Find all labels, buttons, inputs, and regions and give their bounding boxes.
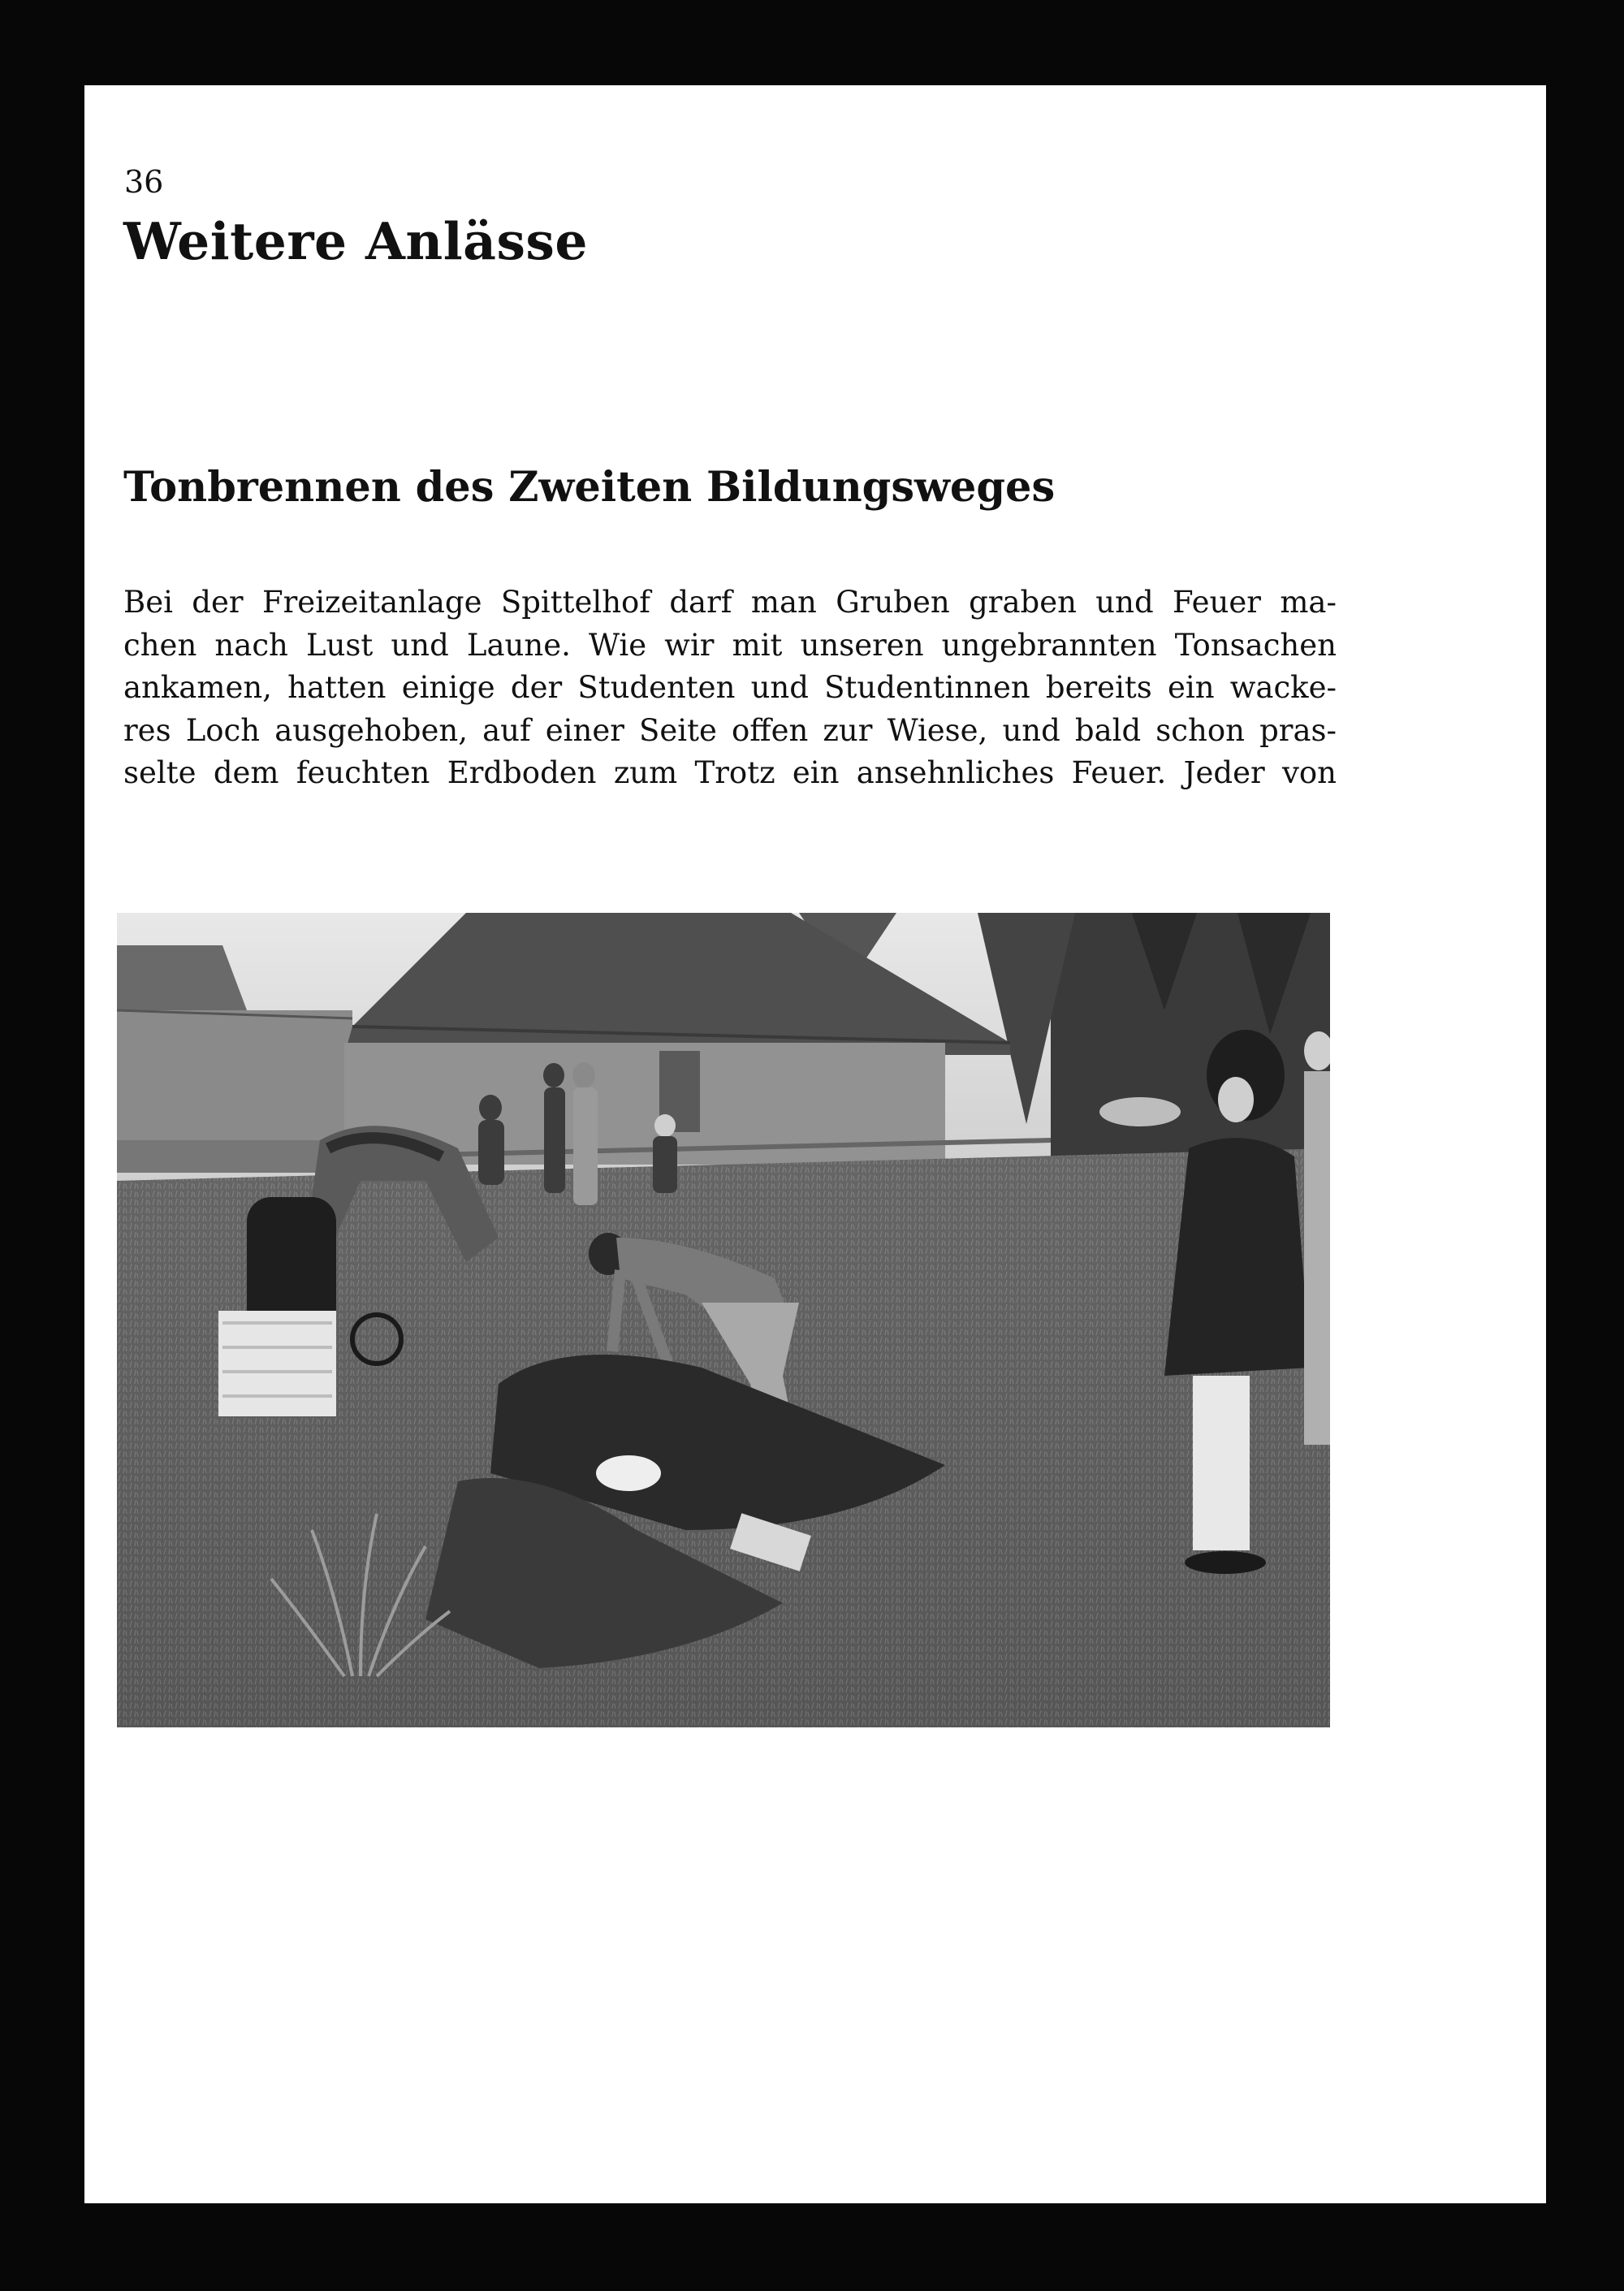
page-number: 36 (124, 164, 164, 200)
photo-clay-firing-pit (117, 913, 1330, 1727)
edge-person (1304, 1031, 1330, 1445)
photo-illustration (117, 913, 1330, 1727)
paragraph-line: selte dem feuchten Erdboden zum Trotz ein ansehnliches Feuer. Jeder von (123, 755, 1337, 790)
section-title: Weitere Anlässe (123, 211, 588, 271)
subsection-title: Tonbrennen des Zweiten Bildungsweges (123, 463, 1056, 512)
paragraph-line: res Loch ausgehoben, auf einer Seite offen zur Wiese, und bald schon pras- (123, 712, 1337, 748)
paragraph-line: chen nach Lust und Laune. Wie wir mit unseren ungebrannten Tonsachen (123, 627, 1337, 663)
car (1099, 1097, 1181, 1126)
paragraph-line: ankamen, hatten einige der Studenten und Studentinnen bereits ein wacke- (123, 670, 1337, 705)
body-paragraph (123, 581, 1337, 795)
paragraph-line: Bei der Freizeitanlage Spittelhof darf man Gruben graben und Feuer ma- (123, 585, 1337, 620)
